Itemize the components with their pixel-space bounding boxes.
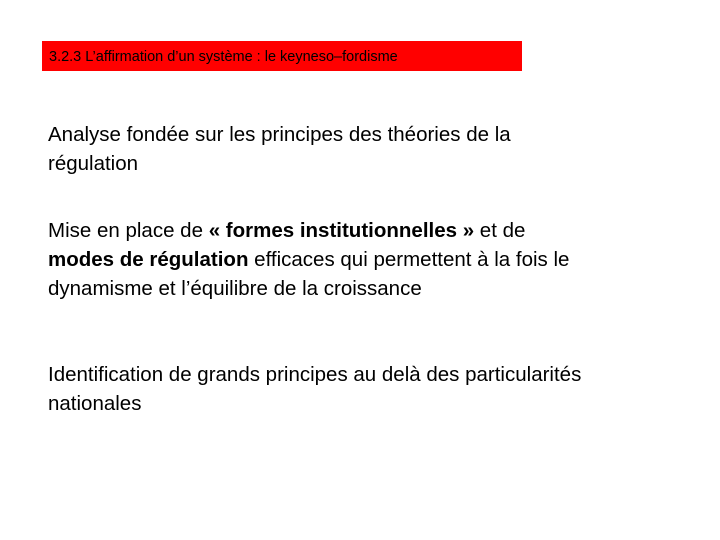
paragraph-analyse-line1: Analyse fondée sur les principes des théories de la bbox=[48, 123, 511, 146]
paragraph-analyse-line2: régulation bbox=[48, 152, 139, 175]
paragraph-text: efficaces qui permettent à la fois le bbox=[248, 248, 570, 271]
paragraph-text: et de bbox=[474, 219, 526, 242]
slide-title-text: 3.2.3 L’affirmation d’un système : le keyneso–fordisme bbox=[49, 49, 398, 65]
paragraph-identification-line1: Identification de grands principes au delà des particularités bbox=[48, 363, 582, 386]
paragraph-mise-en-place bbox=[48, 216, 688, 303]
bold-term-formes-institutionnelles: « formes institutionnelles » bbox=[208, 219, 475, 242]
paragraph-text: dynamisme et l’équilibre de la croissance bbox=[48, 277, 422, 300]
paragraph-analyse bbox=[48, 120, 648, 178]
paragraph-text: Mise en place de bbox=[48, 219, 209, 242]
slide-title bbox=[42, 41, 522, 71]
paragraph-identification bbox=[48, 360, 708, 418]
paragraph-identification-line2: nationales bbox=[48, 392, 142, 415]
bold-term-modes-de-regulation: modes de régulation bbox=[48, 248, 249, 271]
